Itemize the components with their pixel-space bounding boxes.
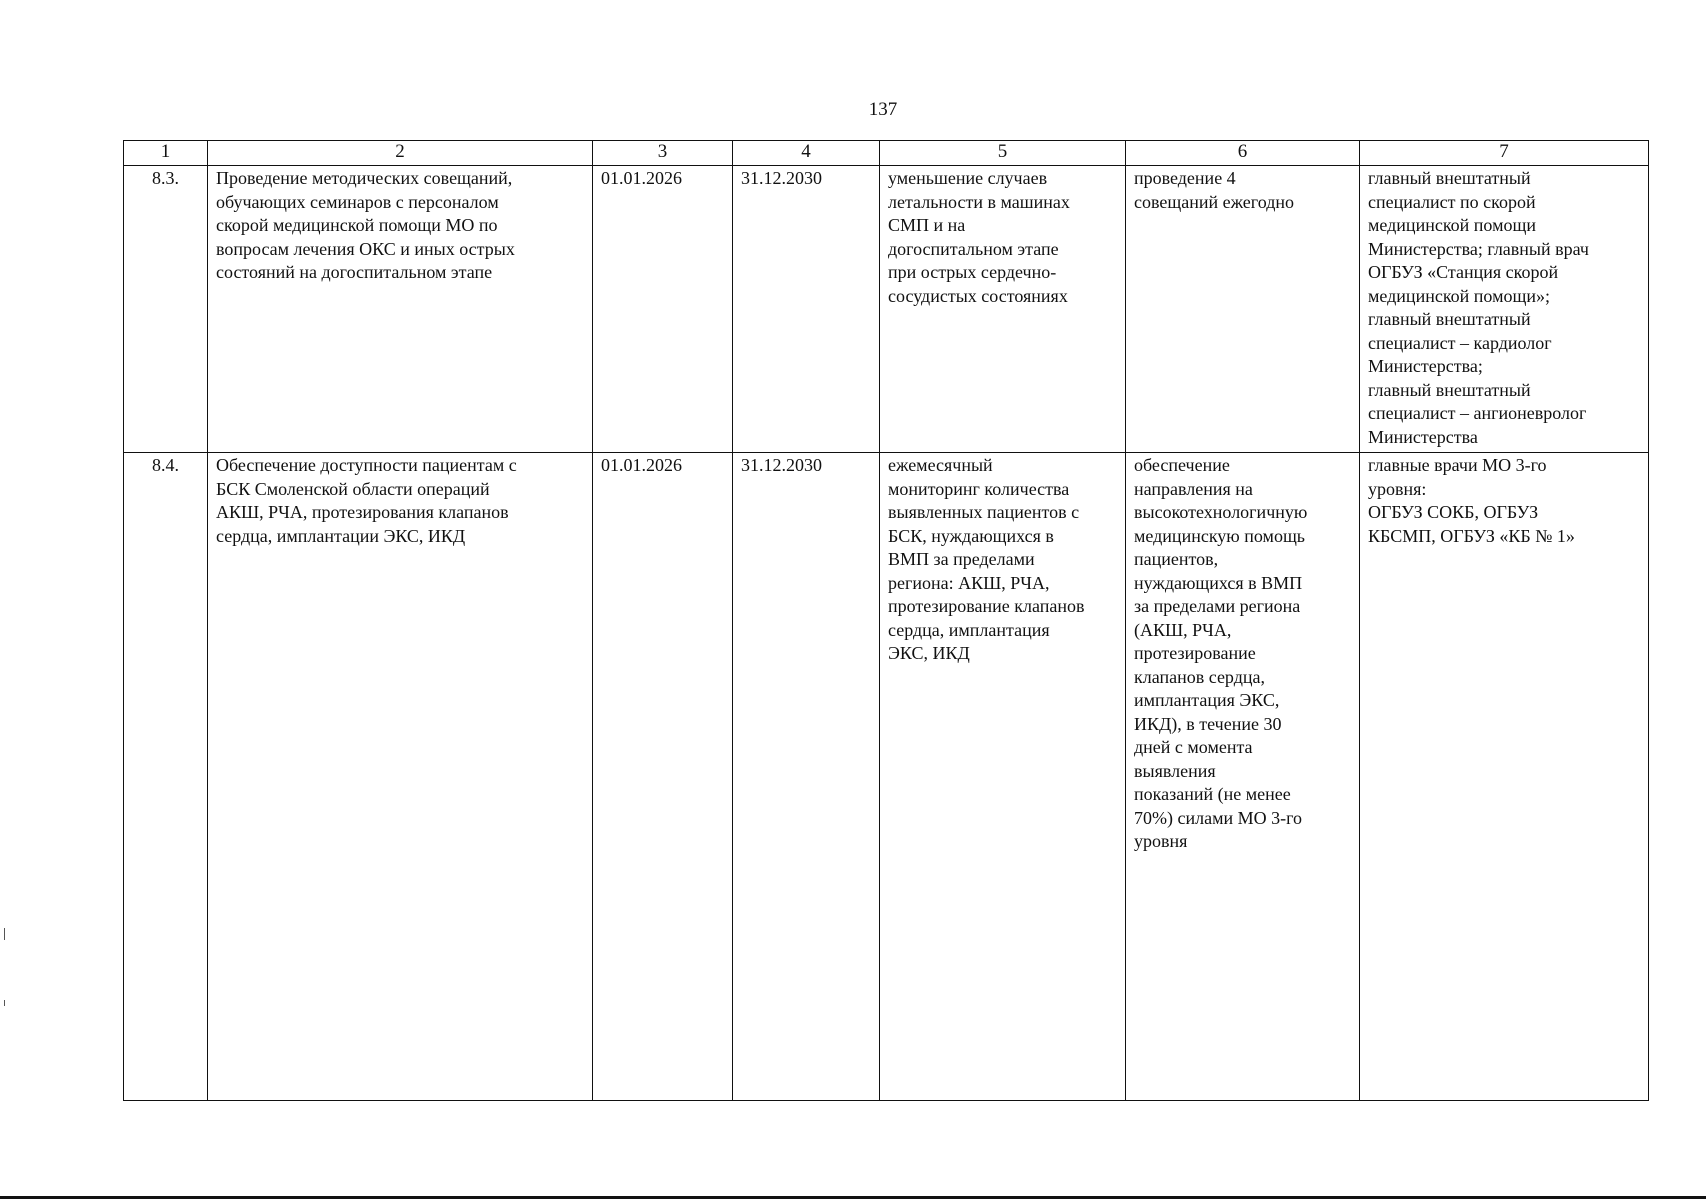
column-header-4: 4 [733, 141, 880, 166]
responsible-text: главные врачи МО 3-го уровня: ОГБУЗ СОКБ, ОГБУЗ КБСМП, ОГБУЗ «КБ № 1» [1368, 455, 1575, 546]
indicator-cell [880, 166, 1126, 453]
activity-text: Проведение методических совещаний, обучающих семинаров с персоналом скорой медицинской помощи МО по вопросам лечения ОКС и иных острых состояний на догоспитальном этапе [216, 168, 515, 282]
column-header-7: 7 [1360, 141, 1649, 166]
column-header-5: 5 [880, 141, 1126, 166]
end-date-cell: 31.12.2030 [733, 166, 880, 453]
responsible-cell [1360, 453, 1649, 1101]
result-text: проведение 4 совещаний ежегодно [1134, 168, 1295, 212]
activity-cell [208, 166, 593, 453]
start-date-cell: 01.01.2026 [593, 453, 733, 1101]
result-cell [1126, 453, 1360, 1101]
row-number: 8.4. [124, 453, 208, 1101]
activity-table [123, 140, 1649, 1101]
activity-cell [208, 453, 593, 1101]
column-header-6: 6 [1126, 141, 1360, 166]
responsible-text: главный внештатный специалист по скорой медицинской помощи Министерства; главный врач ОГБУЗ «Станция скорой медицинской помощи»; главный внештатный специалист – кардиолог Министерства; главный внештатный специалист – ангионевролог Министерства [1368, 168, 1589, 447]
indicator-text: уменьшение случаев летальности в машинах СМП и на догоспитальном этапе при острых сердечно- сосудистых состояниях [888, 168, 1070, 306]
header-row [124, 141, 1649, 166]
page-bottom-rule [0, 1196, 1706, 1199]
table-row [124, 166, 1649, 453]
scan-mark [4, 928, 5, 940]
result-text: обеспечение направления на высокотехнологичную медицинскую помощь пациентов, нуждающихся в ВМП за пределами региона (АКШ, РЧА, протезирование клапанов сердца, имплантация ЭКС, ИКД), в течение 30 дней с момента выявления показаний (не менее 70%) силами МО 3-го уровня [1134, 455, 1308, 851]
indicator-cell [880, 453, 1126, 1101]
column-header-3: 3 [593, 141, 733, 166]
responsible-cell [1360, 166, 1649, 453]
table-row [124, 453, 1649, 1101]
indicator-text: ежемесячный мониторинг количества выявленных пациентов с БСК, нуждающихся в ВМП за пределами региона: АКШ, РЧА, протезирование клапанов сердца, имплантация ЭКС, ИКД [888, 455, 1085, 663]
activity-text: Обеспечение доступности пациентам с БСК Смоленской области операций АКШ, РЧА, протезирования клапанов сердца, имплантации ЭКС, ИКД [216, 455, 517, 546]
page-number: 137 [868, 99, 898, 120]
column-header-1: 1 [124, 141, 208, 166]
start-date-cell: 01.01.2026 [593, 166, 733, 453]
scan-mark [4, 1000, 5, 1006]
end-date-cell: 31.12.2030 [733, 453, 880, 1101]
row-number: 8.3. [124, 166, 208, 453]
result-cell [1126, 166, 1360, 453]
column-header-2: 2 [208, 141, 593, 166]
